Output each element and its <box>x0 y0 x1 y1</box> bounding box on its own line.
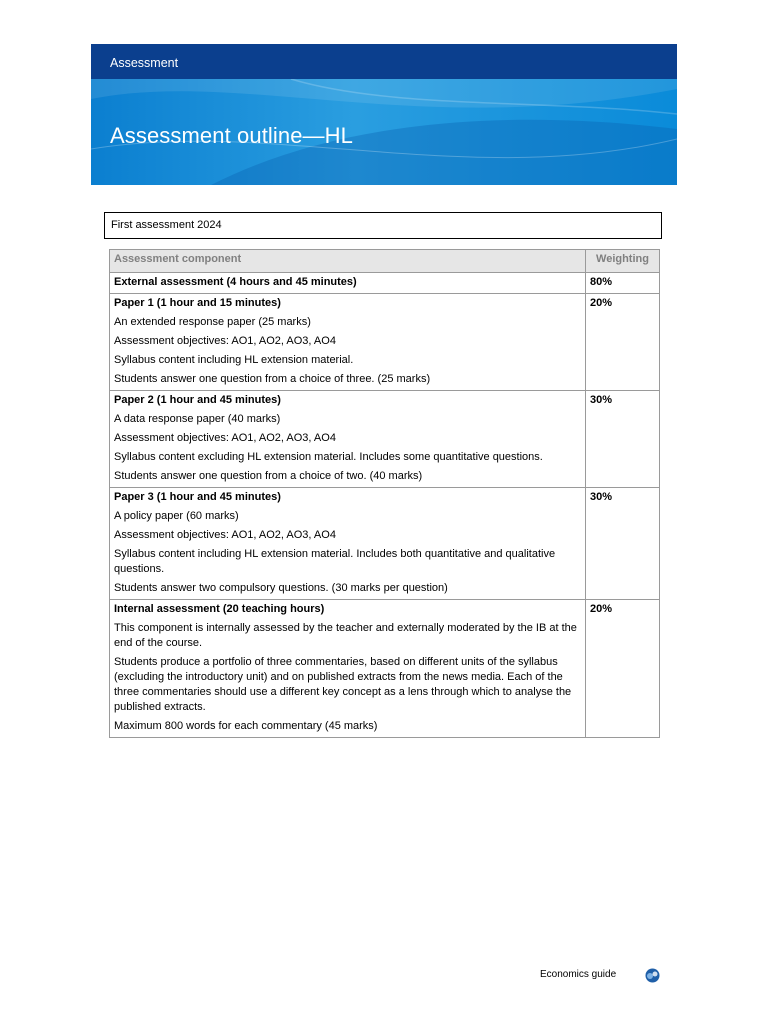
table-row-paper1 <box>110 294 660 391</box>
paper3-line: A policy paper (60 marks) <box>114 510 239 522</box>
paper1-line: An extended response paper (25 marks) <box>114 316 311 328</box>
paper1-line: Assessment objectives: AO1, AO2, AO3, AO4 <box>114 335 336 347</box>
paper2-line: A data response paper (40 marks) <box>114 413 281 425</box>
title-banner <box>91 79 677 185</box>
internal-line: Maximum 800 words for each commentary (45 marks) <box>114 720 378 732</box>
table-row-paper3 <box>110 488 660 600</box>
external-label: External assessment (4 hours and 45 minutes) <box>114 276 357 288</box>
paper1-weight: 20% <box>586 294 660 391</box>
paper2-line: Students answer one question from a choice of two. (40 marks) <box>114 470 423 482</box>
page-title: Assessment outline—HL <box>110 123 353 148</box>
paper3-line: Students answer two compulsory questions. (30 marks per question) <box>114 582 448 594</box>
external-weight: 80% <box>586 273 660 294</box>
paper3-title: Paper 3 (1 hour and 45 minutes) <box>114 491 281 503</box>
paper1-title: Paper 1 (1 hour and 15 minutes) <box>114 297 281 309</box>
table-row-internal <box>110 600 660 738</box>
ib-logo-icon <box>645 968 660 983</box>
header-bar <box>91 44 677 79</box>
column-header-weighting: Weighting <box>586 250 660 273</box>
table-header-row <box>110 250 660 273</box>
table-row-paper2 <box>110 391 660 488</box>
internal-line: This component is internally assessed by the teacher and externally moderated by the IB at the end of the course. <box>114 622 577 649</box>
paper2-title: Paper 2 (1 hour and 45 minutes) <box>114 394 281 406</box>
paper2-line: Assessment objectives: AO1, AO2, AO3, AO4 <box>114 432 336 444</box>
paper2-line: Syllabus content excluding HL extension material. Includes some quantitative questions. <box>114 451 543 463</box>
first-assessment-text: First assessment 2024 <box>111 219 222 231</box>
paper2-weight: 30% <box>586 391 660 488</box>
paper1-line: Syllabus content including HL extension material. <box>114 354 354 366</box>
internal-title: Internal assessment (20 teaching hours) <box>114 603 325 615</box>
assessment-table <box>109 249 660 738</box>
paper3-line: Assessment objectives: AO1, AO2, AO3, AO4 <box>114 529 336 541</box>
table-row-external <box>110 273 660 294</box>
footer-text: Economics guide <box>540 969 617 980</box>
paper1-line: Students answer one question from a choice of three. (25 marks) <box>114 373 431 385</box>
internal-weight: 20% <box>586 600 660 738</box>
paper3-line: Syllabus content including HL extension material. Includes both quantitative and qualitative questions. <box>114 548 556 575</box>
column-header-component: Assessment component <box>110 250 586 273</box>
paper3-weight: 30% <box>586 488 660 600</box>
internal-line: Students produce a portfolio of three commentaries, based on different units of the syllabus (excluding the introductory unit) and on published extracts from the news media. Each of the three commentaries should use a different key concept as a lens through which to analyse the published extracts. <box>114 656 572 713</box>
first-assessment-box <box>104 212 662 239</box>
section-label: Assessment <box>110 56 179 70</box>
